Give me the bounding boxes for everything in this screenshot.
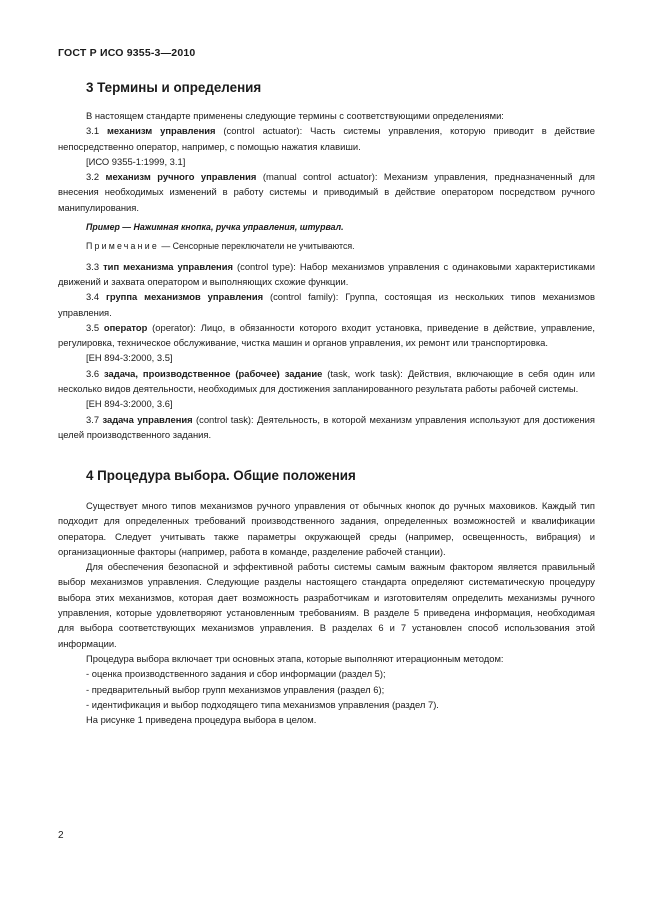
section-3-intro: В настоящем стандарте применены следующие термины с соответствующими определениями: [86,110,504,121]
list-item: - оценка производственного задания и сбор информации (раздел 5); [86,668,386,680]
page-number: 2 [58,830,64,841]
term-3-1: 3.1 механизм управления (control actuator): Часть системы управления, которую приводит в действие непосредственно оператор, например, с помощью нажатия клавиши. [58,125,595,152]
term-3-2-note: Примечание — Сенсорные переключатели не учитываются. [86,241,355,252]
term-3-4: 3.4 группа механизмов управления (control family): Группа, состоящая из нескольких типов механизмов управления. [58,291,595,318]
term-3-1-reference: [ИСО 9355-1:1999, 3.1] [86,155,186,167]
section-4-paragraph-1: Существует много типов механизмов ручного управления от обычных кнопок до ручных маховиков. Каждый тип подходит для определенных требований производственного задания, определенных возможностей и квалификации оператора. Следует учитывать также параметры окружающей среды (например, освещенность, вибрация) и организационные факторы (например, работа в команде, разделение рабочей станции). [58,500,595,557]
section-4-heading: 4 Процедура выбора. Общие положения [86,468,356,483]
term-3-2-name: механизм ручного управления [105,171,257,183]
section-4-paragraph-4: На рисунке 1 приведена процедура выбора в целом. [86,714,317,726]
term-3-6: 3.6 задача, производственное (рабочее) задание (task, work task): Действия, включающие в себя один или несколько видов деятельности, необходимых для достижения запланированного результата работы рабочей системы. [58,367,596,395]
term-3-4-name: группа механизмов управления [105,291,264,303]
term-3-1-name: механизм управления [106,125,216,137]
section-3-heading: 3 Термины и определения [86,80,262,95]
term-3-3-name: тип механизма управления [103,260,233,272]
term-3-7-name: задача управления [102,413,193,425]
section-4-body [58,498,595,727]
term-3-7: 3.7 задача управления (control task): Деятельность, в которой механизм управления используют для достижения целей производственного задания. [58,413,595,440]
standard-header: ГОСТ Р ИСО 9355-3—2010 [58,47,196,59]
section-4-paragraph-2: Для обеспечения безопасной и эффективной работы системы самым важным фактором является правильный выбор механизмов управления. Следующие разделы настоящего стандарта определяют систематическую процедуру выбора этих механизмов, которая дает возможность разработчикам и изготовителям определить механизмы ручного управления, которые удовлетворяют установленным требованиям. В разделе 5 приведена информация, необходимая для выбора соответствующих механизмов управления. В разделах 6 и 7 установлен способ использования этой информации. [58,561,595,649]
term-3-2: 3.2 механизм ручного управления (manual control actuator): Механизм управления, предназначенный для внесения необходимых изменений в работу системы и приводимый в действие оператором посредством ручного манипулирования. [58,171,595,213]
term-3-5-name: оператор [103,321,148,333]
section-3-body [58,108,595,442]
term-3-5-reference: [ЕН 894-3:2000, 3.5] [86,352,173,364]
section-4-paragraph-3: Процедура выбора включает три основных этапа, которые выполняют итерационным методом: [86,652,504,664]
list-item: - предварительный выбор групп механизмов управления (раздел 6); [86,683,385,695]
term-3-2-example: Пример — Нажимная кнопка, ручка управления, штурвал. [86,222,344,233]
term-3-6-name: задача, производственное (рабочее) задание [104,367,323,379]
list-item: - идентификация и выбор подходящего типа механизмов управления (раздел 7). [86,698,439,710]
term-3-5: 3.5 оператор (operator): Лицо, в обязанности которого входит установка, приведение в действие, управление, регулировка, техническое обслуживание, чистка машин и органов управления, их ремонт или транспортировка. [58,321,595,349]
term-3-3: 3.3 тип механизма управления (control type): Набор механизмов управления с одинаковыми характеристиками движений и захвата оператором и выполняющих схожие функции. [58,260,595,287]
term-3-6-reference: [ЕН 894-3:2000, 3.6] [86,398,173,410]
